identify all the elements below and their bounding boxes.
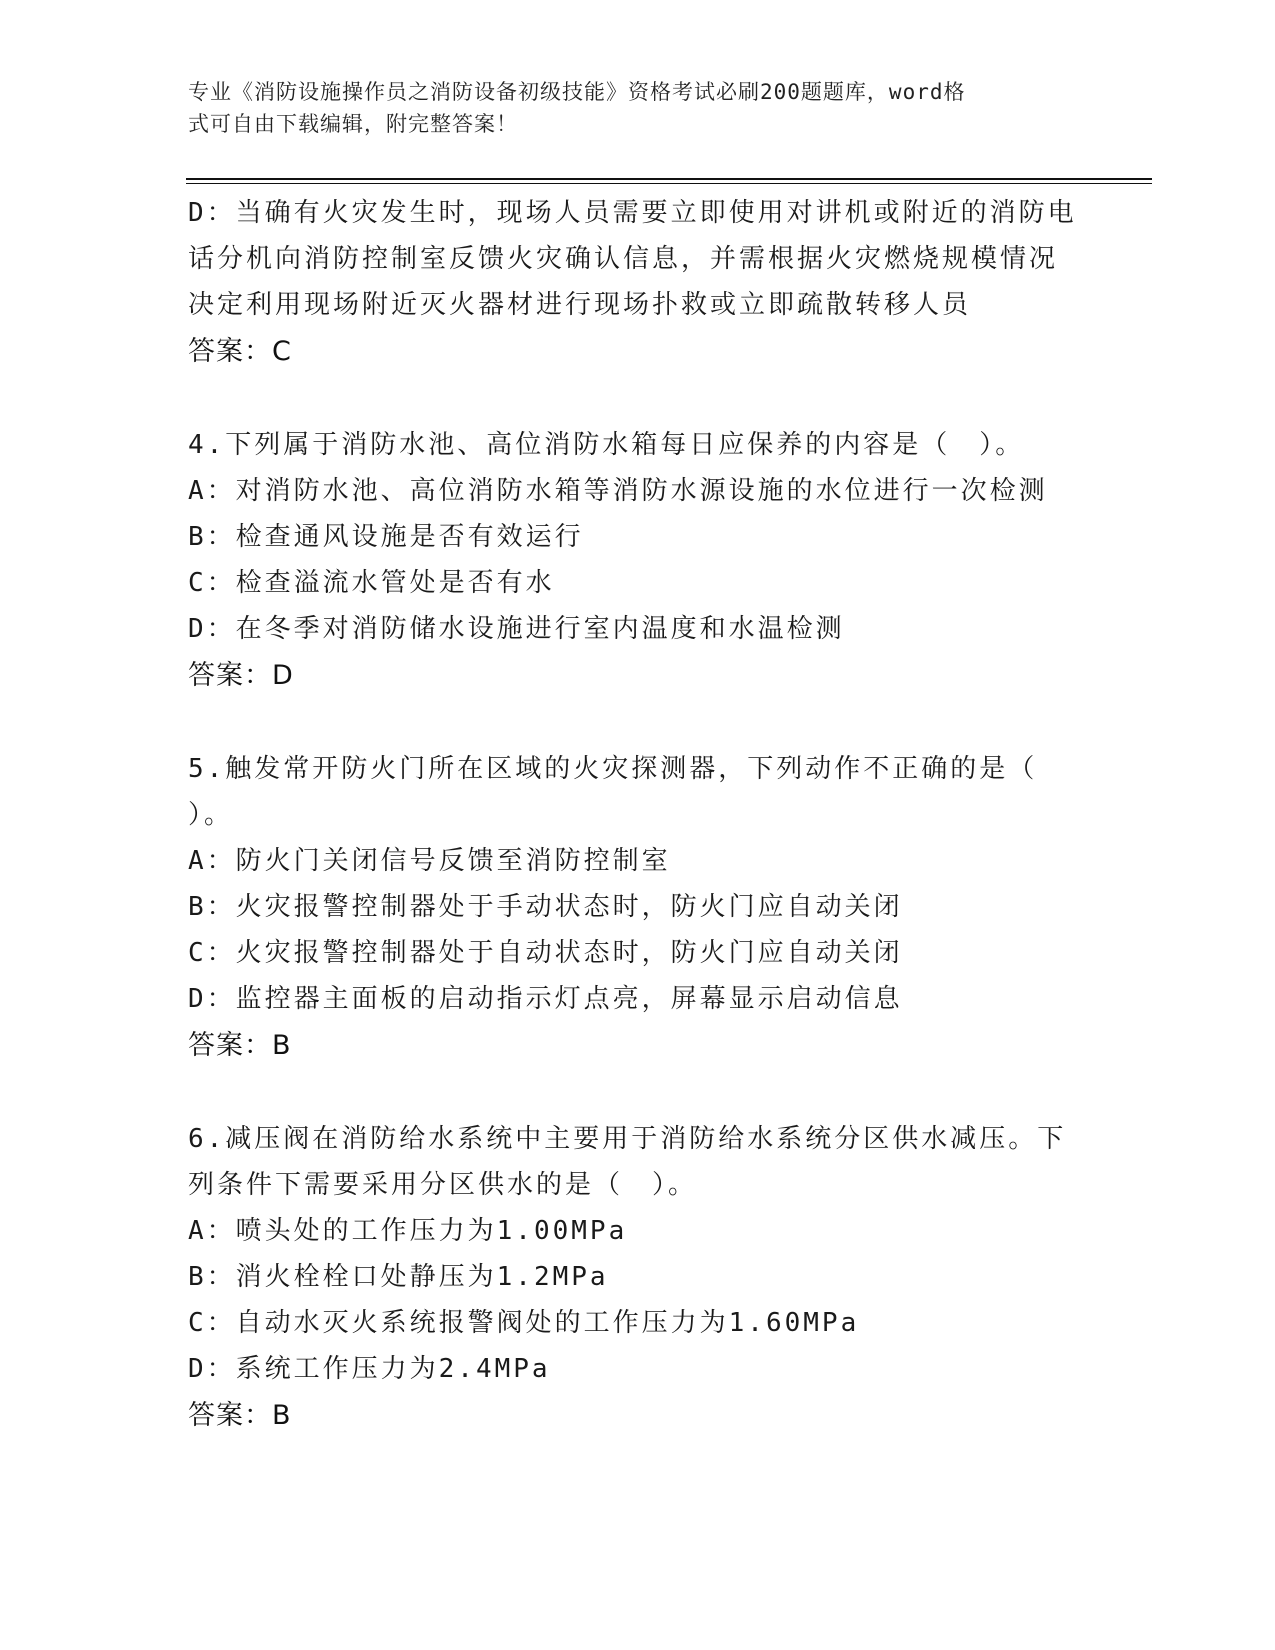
q3-option-d-line-2: 话分机向消防控制室反馈火灾确认信息，并需根据火灾燃烧规模情况 xyxy=(188,244,1059,274)
q4-question: 4.下列属于消防水池、高位消防水箱每日应保养的内容是（ ）。 xyxy=(188,430,1025,460)
q6-option-d: D：系统工作压力为2.4MPa xyxy=(188,1354,551,1384)
q4-option-b: B：检查通风设施是否有效运行 xyxy=(188,522,584,552)
q6-option-a: A：喷头处的工作压力为1.00MPa xyxy=(188,1216,628,1246)
q5-option-c: C：火灾报警控制器处于自动状态时，防火门应自动关闭 xyxy=(188,938,903,968)
q5-option-d: D：监控器主面板的启动指示灯点亮，屏幕显示启动信息 xyxy=(188,984,903,1014)
q3-answer: 答案：C xyxy=(188,336,292,367)
spacer xyxy=(188,700,1088,746)
question-5 xyxy=(188,746,1088,1070)
document-header xyxy=(188,76,1088,140)
q5-answer: 答案：B xyxy=(188,1030,292,1061)
header-divider-thick xyxy=(186,178,1152,180)
q6-answer: 答案：B xyxy=(188,1400,292,1431)
q5-option-a: A：防火门关闭信号反馈至消防控制室 xyxy=(188,846,671,876)
q5-option-b: B：火灾报警控制器处于手动状态时，防火门应自动关闭 xyxy=(188,892,903,922)
document-body xyxy=(188,190,1088,1440)
question-6 xyxy=(188,1116,1088,1440)
q3-option-d-line-3: 决定利用现场附近灭火器材进行现场扑救或立即疏散转移人员 xyxy=(188,290,972,320)
q6-question-line-2: 列条件下需要采用分区供水的是（ ）。 xyxy=(188,1170,698,1200)
q4-option-c: C：检查溢流水管处是否有水 xyxy=(188,568,555,598)
q5-question-line-2: ）。 xyxy=(188,800,234,830)
q5-question-line-1: 5.触发常开防火门所在区域的火灾探测器，下列动作不正确的是（ xyxy=(188,754,1038,784)
header-title-line-1: 专业《消防设施操作员之消防设备初级技能》资格考试必刷200题题库，word格 xyxy=(188,80,966,104)
q4-option-d: D：在冬季对消防储水设施进行室内温度和水温检测 xyxy=(188,614,845,644)
q6-option-b: B：消火栓栓口处静压为1.2MPa xyxy=(188,1262,609,1292)
q6-question-line-1: 6.减压阀在消防给水系统中主要用于消防给水系统分区供水减压。下 xyxy=(188,1124,1067,1154)
header-title-line-2: 式可自由下载编辑，附完整答案！ xyxy=(188,112,518,136)
q3-option-d-line-1: D：当确有火灾发生时，现场人员需要立即使用对讲机或附近的消防电 xyxy=(188,198,1077,228)
question-3 xyxy=(188,190,1088,376)
spacer xyxy=(188,1070,1088,1116)
spacer xyxy=(188,376,1088,422)
q4-answer: 答案：D xyxy=(188,660,294,691)
q6-option-c: C：自动水灭火系统报警阀处的工作压力为1.60MPa xyxy=(188,1308,860,1338)
question-4 xyxy=(188,422,1088,700)
header-divider-thin xyxy=(186,183,1152,184)
q4-option-a: A：对消防水池、高位消防水箱等消防水源设施的水位进行一次检测 xyxy=(188,476,1048,506)
